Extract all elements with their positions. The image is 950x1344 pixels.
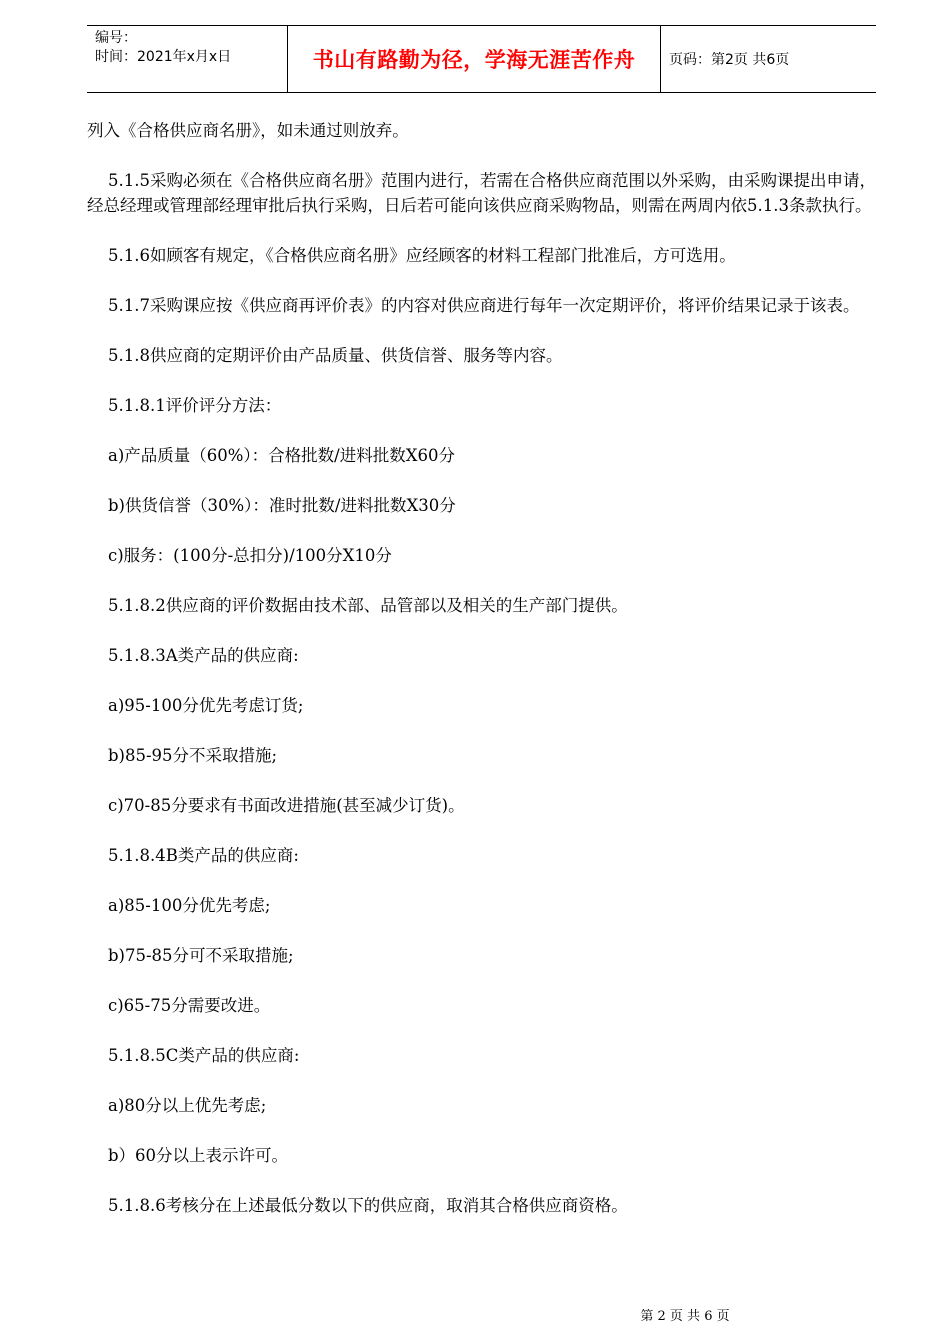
document-time-label: 时间：2021年x月x日 [95,49,232,65]
document-number-label: 编号： [95,30,137,46]
page-footer: 第 2 页 共 6 页 [640,1309,730,1324]
paragraph: 5.1.8.5C类产品的供应商: [87,1046,300,1065]
paragraph: 5.1.7采购课应按《供应商再评价表》的内容对供应商进行每年一次定期评价，将评价结果记录于该表。 [87,296,860,315]
header-meta [95,29,285,67]
paragraph: a)85-100分优先考虑; [87,896,271,915]
paragraph: a)95-100分优先考虑订货; [87,696,304,715]
paragraph: b)85-95分不采取措施; [87,746,278,765]
paragraph: c)70-85分要求有书面改进措施(甚至减少订货)。 [87,796,465,815]
header-divider [660,26,661,92]
paragraph: 5.1.6如顾客有规定，《合格供应商名册》应经顾客的材料工程部门批准后，方可选用。 [87,246,736,265]
paragraph: 5.1.8供应商的定期评价由产品质量、供货信誉、服务等内容。 [87,346,563,365]
paragraph: b)75-85分可不采取措施; [87,946,294,965]
paragraph: a)产品质量（60%）：合格批数/进料批数X60分 [87,446,455,465]
paragraph: 5.1.8.3A类产品的供应商: [87,646,299,665]
paragraph: 5.1.5采购必须在《合格供应商名册》范围内进行，若需在合格供应商范围以外采购，由采购课提出申请，经总经理或管理部经理审批后执行采购，日后若可能向该供应商采购物品，则需在两周内依5.1.3条款执行。 [87,171,876,215]
header-motto: 书山有路勤为径，学海无涯苦作舟 [312,48,636,72]
paragraph: 5.1.8.1评价评分方法： [87,396,282,415]
document-body [87,118,877,1243]
paragraph: 列入《合格供应商名册》，如未通过则放弃。 [87,121,409,140]
paragraph: 5.1.8.2供应商的评价数据由技术部、品管部以及相关的生产部门提供。 [87,596,628,615]
paragraph: 5.1.8.6考核分在上述最低分数以下的供应商，取消其合格供应商资格。 [87,1196,628,1215]
paragraph: c)65-75分需要改进。 [87,996,271,1015]
paragraph: c)服务：(100分-总扣分)/100分X10分 [87,546,392,565]
paragraph: 5.1.8.4B类产品的供应商: [87,846,299,865]
header-page-number: 页码：第2页 共6页 [669,52,790,68]
paragraph: a)80分以上优先考虑; [87,1096,267,1115]
paragraph: b)供货信誉（30%）：准时批数/进料批数X30分 [87,496,456,515]
paragraph: b）60分以上表示许可。 [87,1146,289,1165]
document-header [87,25,876,93]
